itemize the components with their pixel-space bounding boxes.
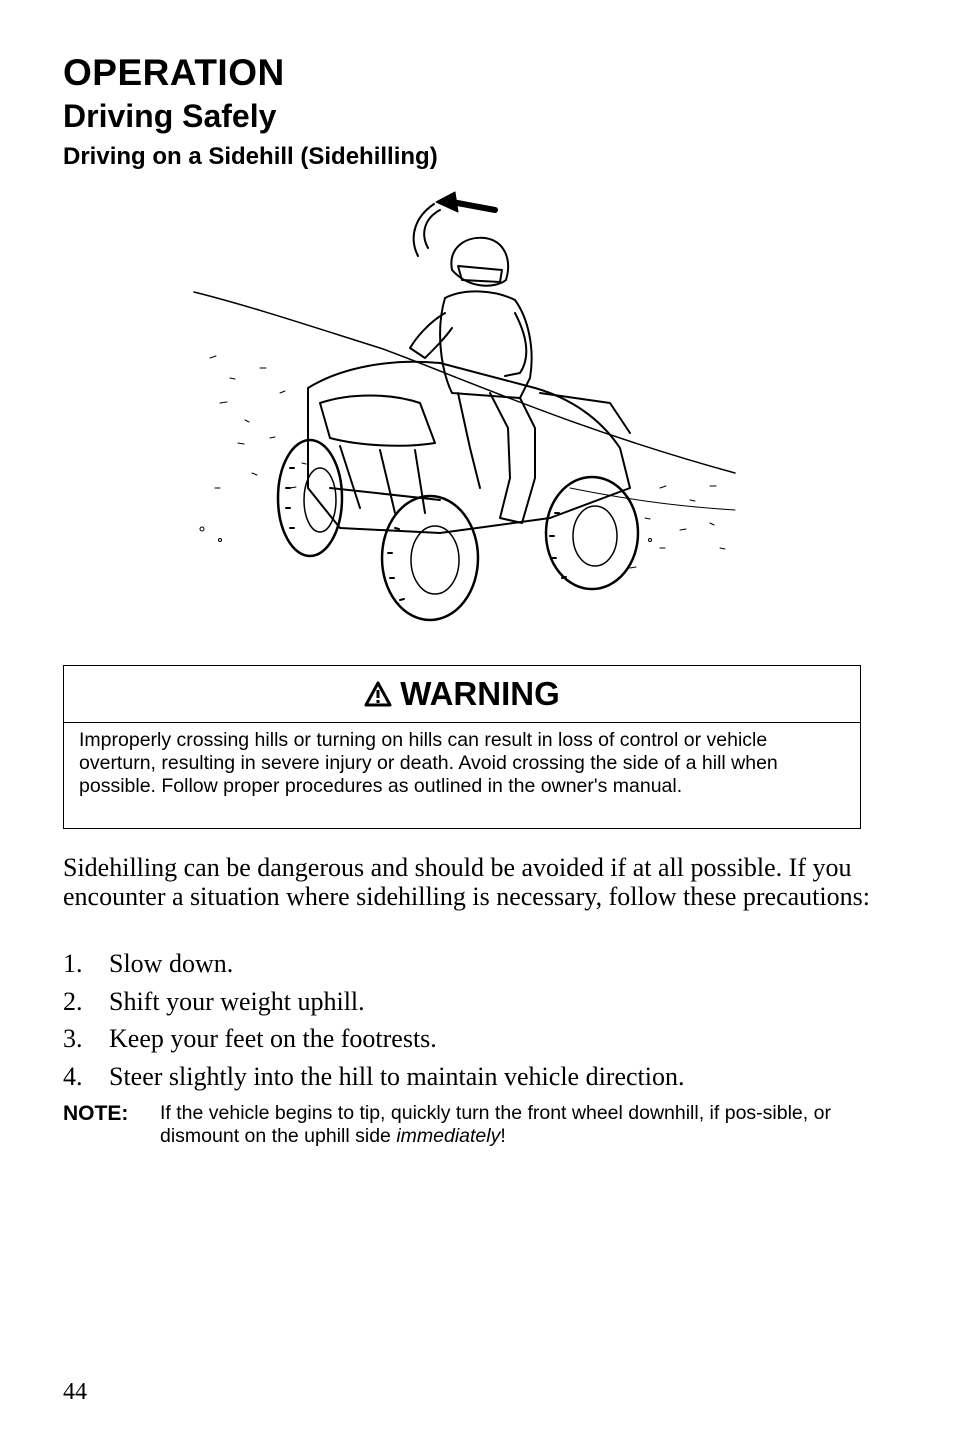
page-number: 44 (63, 1379, 87, 1405)
list-text: Keep your feet on the footrests. (109, 1024, 437, 1053)
note-text-end: ! (500, 1125, 506, 1147)
list-number: 1. (63, 949, 83, 978)
list-number: 4. (63, 1061, 83, 1091)
topic-title: Driving on a Sidehill (Sidehilling) (63, 143, 438, 170)
note-emphasis: immediately (396, 1125, 501, 1147)
list-text: Steer slightly into the hill to maintain vehicle direction. (109, 1061, 685, 1091)
precautions-list (63, 949, 685, 1099)
list-text: Slow down. (109, 949, 234, 978)
note-text (160, 1102, 873, 1148)
warning-title: WARNING (400, 675, 560, 712)
note-label: NOTE: (63, 1102, 129, 1125)
note (63, 1102, 873, 1148)
list-text: Shift your weight uphill. (109, 986, 365, 1016)
list-item (63, 1024, 685, 1062)
warning-box (63, 665, 861, 829)
warning-header (64, 666, 860, 723)
atv-sidehill-illustration-icon (190, 188, 750, 628)
list-item (63, 1062, 685, 1100)
warning-text: Improperly crossing hills or turning on hills can result in loss of control or vehicle overturn, resulting in severe injury or death. Avoid crossing the side of a hill when possible. Follow proper procedures as outlined in the owner's manual. (79, 729, 778, 797)
warning-triangle-icon (364, 681, 392, 707)
list-number: 3. (63, 1024, 83, 1053)
section-title: OPERATION (63, 52, 285, 93)
list-item (63, 949, 685, 987)
list-item (63, 987, 685, 1025)
list-number: 2. (63, 986, 83, 1016)
atv-sidehill-figure (190, 188, 750, 628)
note-text-start: If the vehicle begins to tip, quickly turn the front wheel downhill, if pos-sible, or dismount on the uphill side (160, 1102, 831, 1147)
intro-paragraph: Sidehilling can be dangerous and should be avoided if at all possible. If you encounter a situation where sidehilling is necessary, follow these precautions: (63, 853, 870, 911)
subsection-title: Driving Safely (63, 98, 277, 134)
